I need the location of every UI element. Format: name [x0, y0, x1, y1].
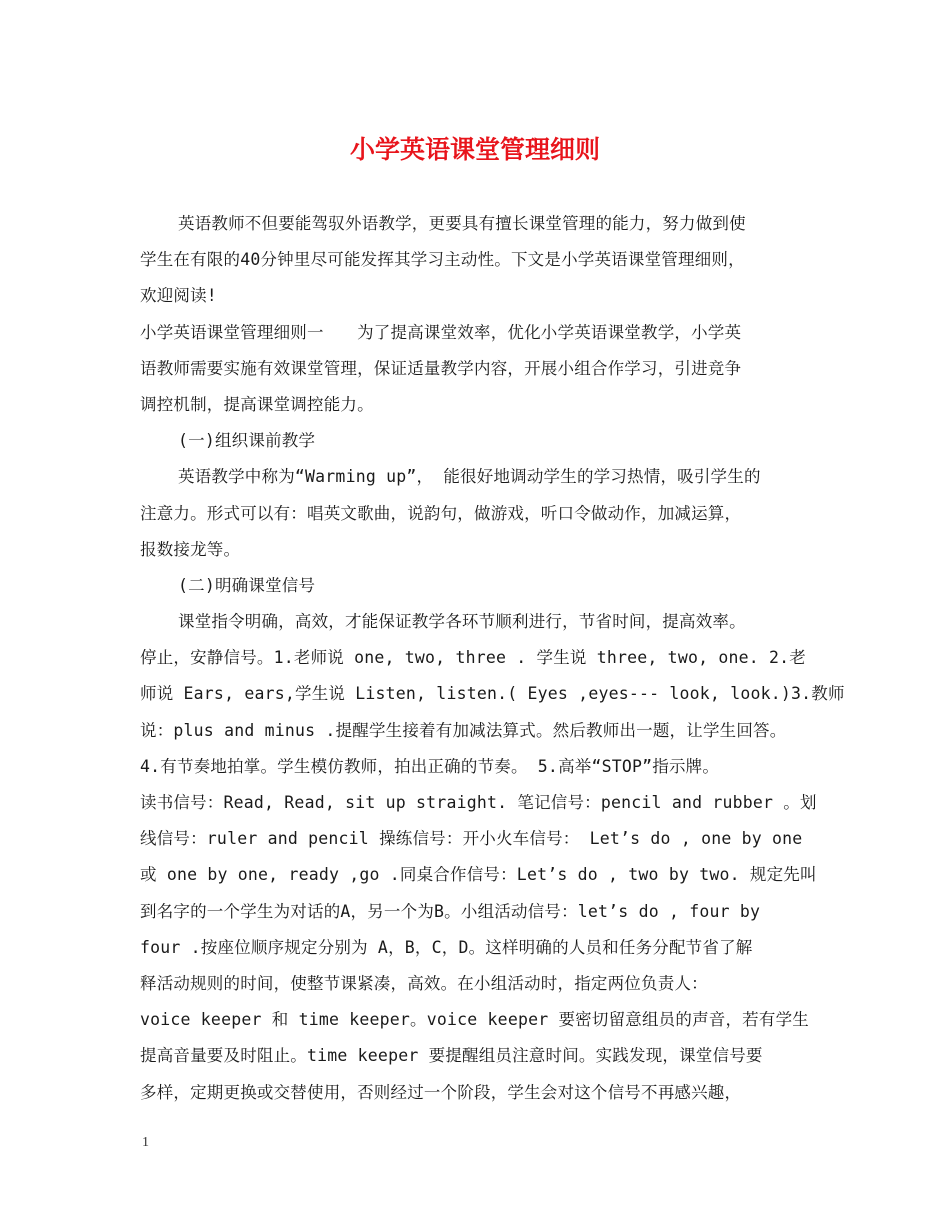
paragraph-line: 到名字的一个学生为对话的A，另一个为B。小组活动信号：let’s do , four by: [140, 901, 761, 921]
paragraph-line: 读书信号：Read, Read, sit up straight. 笔记信号：pencil and rubber 。划: [140, 793, 817, 812]
paragraph-line: 欢迎阅读!: [140, 286, 217, 306]
paragraph-line: 线信号：ruler and pencil 操练信号：开小火车信号： Let’s do , one by one: [140, 829, 803, 849]
paragraph-line: 学生在有限的40分钟里尽可能发挥其学习主动性。下文是小学英语课堂管理细则，: [140, 250, 745, 270]
paragraph-line: 4.有节奏地拍掌。学生模仿教师，拍出正确的节奏。 5.高举“STOP”指示牌。: [140, 756, 720, 776]
paragraph-line: 调控机制，提高课堂调控能力。: [140, 394, 374, 414]
paragraph-line: 多样，定期更换或交替使用，否则经过一个阶段，学生会对这个信号不再感兴趣，: [140, 1082, 742, 1102]
paragraph-line: 释活动规则的时间，使整节课紧凑，高效。在小组活动时，指定两位负责人：: [140, 973, 708, 993]
paragraph-line: 英语教师不但要能驾驭外语教学，更要具有擅长课堂管理的能力，努力做到使: [178, 214, 746, 233]
document-title: 小学英语课堂管理细则: [349, 135, 600, 164]
page-number: 1: [142, 1135, 149, 1150]
paragraph-line: 报数接龙等。: [140, 539, 241, 559]
paragraph-line: four .按座位顺序规定分别为 A，B，C，D。这样明确的人员和任务分配节省了解: [140, 937, 753, 957]
paragraph-line: 提高音量要及时阻止。time keeper 要提醒组员注意时间。实践发现，课堂信号要: [140, 1046, 763, 1066]
paragraph-line: 语教师需要实施有效课堂管理，保证适量教学内容，开展小组合作学习，引进竞争: [140, 358, 742, 378]
paragraph-line: 英语教学中称为“Warming up”， 能很好地调动学生的学习热情，吸引学生的: [178, 467, 761, 487]
paragraph-line: (二)明确课堂信号: [178, 575, 316, 595]
paragraph-line: voice keeper 和 time keeper。voice keeper 要密切留意组员的声音，若有学生: [140, 1010, 809, 1030]
paragraph-line: 停止，安静信号。1.老师说 one, two, three . 学生说 three, two, one. 2.老: [140, 648, 806, 668]
paragraph-line: 小学英语课堂管理细则一 为了提高课堂效率，优化小学英语课堂教学，小学英: [140, 322, 742, 342]
paragraph-line: 或 one by one, ready ,go .同桌合作信号：Let’s do , two by two. 规定先叫: [140, 865, 817, 885]
paragraph-line: 说：plus and minus .提醒学生接着有加减法算式。然后教师出一题，让学生回答。: [140, 720, 787, 740]
document-body: [140, 206, 845, 1111]
paragraph-line: 课堂指令明确，高效，才能保证教学各环节顺利进行，节省时间，提高效率。: [178, 612, 746, 632]
paragraph-line: (一)组织课前教学: [178, 431, 316, 451]
paragraph-line: 师说 Ears, ears,学生说 Listen, listen.( Eyes ,eyes--- look, look.)3.教师: [140, 684, 845, 704]
paragraph-line: 注意力。形式可以有：唱英文歌曲，说韵句，做游戏，听口令做动作，加减运算，: [140, 503, 742, 523]
